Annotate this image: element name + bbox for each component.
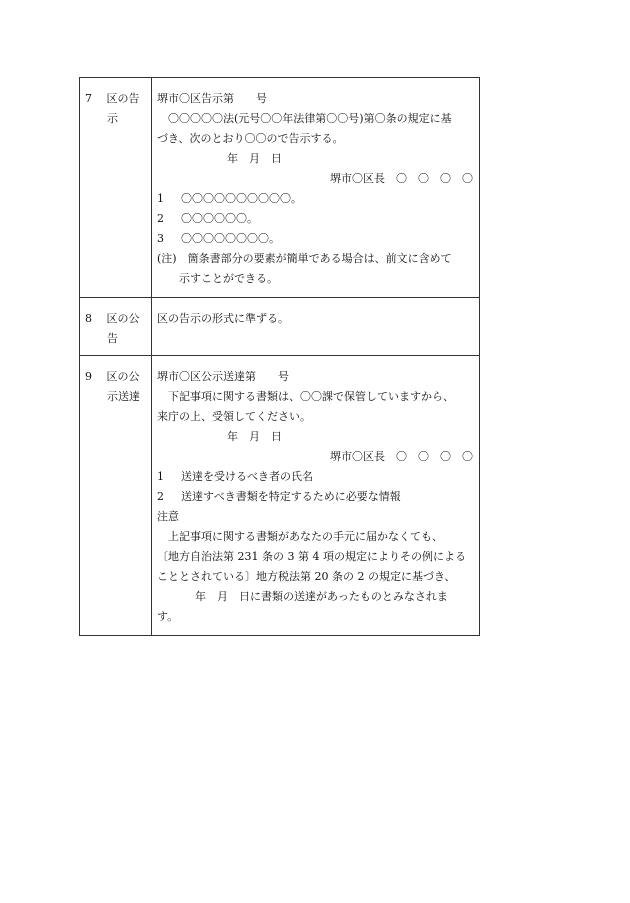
list-item-text: 〇〇〇〇〇〇〇〇。 — [181, 232, 280, 245]
note-paragraph-cont: す。 — [157, 610, 179, 623]
list-item — [157, 209, 475, 229]
item-heading: 9 区の公 — [85, 370, 140, 383]
note-title: 注意 — [157, 510, 179, 523]
note-paragraph-cont: こととされている〕地方税法第 20 条の 2 の規定に基づき、 — [157, 570, 456, 583]
item-heading-cont: 示 — [107, 112, 118, 125]
item-heading: 7 区の告 — [85, 92, 140, 105]
item-heading-cell — [80, 298, 152, 356]
notice-signature: 堺市〇区長 〇 〇 〇 〇 — [330, 172, 473, 185]
notice-paragraph: 〇〇〇〇〇法(元号〇〇年法律第〇〇号)第〇条の規定に基 — [168, 112, 452, 125]
item-content-cell — [152, 298, 480, 356]
list-item — [157, 467, 475, 487]
note-paragraph-cont: 〔地方自治法第 231 条の 3 第 4 項の規定によりその例による — [157, 550, 466, 563]
table-row — [80, 298, 480, 356]
item-heading-cont: 告 — [107, 332, 118, 345]
list-item — [157, 189, 475, 209]
list-item-number: 3 — [157, 232, 164, 245]
list-item-number: 1 — [157, 470, 164, 483]
list-item-number: 2 — [157, 490, 164, 503]
format-table — [79, 77, 480, 636]
note-text: (注) 箇条書部分の要素が簡単である場合は、前文に含めて — [157, 252, 452, 265]
list-item-text: 送達を受けるべき者の氏名 — [181, 470, 313, 483]
notice-paragraph-cont: づき、次のとおり〇〇ので告示する。 — [157, 132, 344, 145]
table-row — [80, 356, 480, 636]
list-item-number: 1 — [157, 192, 164, 205]
item-heading-cell — [80, 78, 152, 298]
notice-date: 年 月 日 — [227, 152, 282, 165]
item-heading-cont: 示送達 — [107, 390, 140, 403]
item-content-cell — [152, 356, 480, 636]
list-item-text: 送達すべき書類を特定するために必要な情報 — [181, 490, 401, 503]
note-text-cont: 示すことができる。 — [179, 272, 278, 285]
notice-paragraph: 下記事項に関する書類は、〇〇課で保管していますから、 — [168, 390, 454, 403]
list-item-number: 2 — [157, 212, 164, 225]
notice-signature: 堺市〇区長 〇 〇 〇 〇 — [330, 450, 473, 463]
notice-title: 堺市〇区公示送達第 号 — [157, 370, 289, 383]
notice-paragraph-cont: 来庁の上、受領してください。 — [157, 410, 311, 423]
item-heading: 8 区の公 — [85, 312, 140, 325]
item-content-text: 区の告示の形式に準ずる。 — [157, 312, 289, 325]
table-row — [80, 78, 480, 298]
list-item-text: 〇〇〇〇〇〇。 — [181, 212, 258, 225]
note-paragraph-cont: 年 月 日に書類の送達があったものとみなされま — [195, 590, 448, 603]
item-content-cell — [152, 78, 480, 298]
note-paragraph: 上記事項に関する書類があなたの手元に届かなくても、 — [168, 530, 443, 543]
notice-date: 年 月 日 — [227, 430, 282, 443]
list-item-text: 〇〇〇〇〇〇〇〇〇〇。 — [181, 192, 302, 205]
item-heading-cell — [80, 356, 152, 636]
list-item — [157, 487, 475, 507]
notice-title: 堺市〇区告示第 号 — [157, 92, 267, 105]
list-item — [157, 229, 475, 249]
